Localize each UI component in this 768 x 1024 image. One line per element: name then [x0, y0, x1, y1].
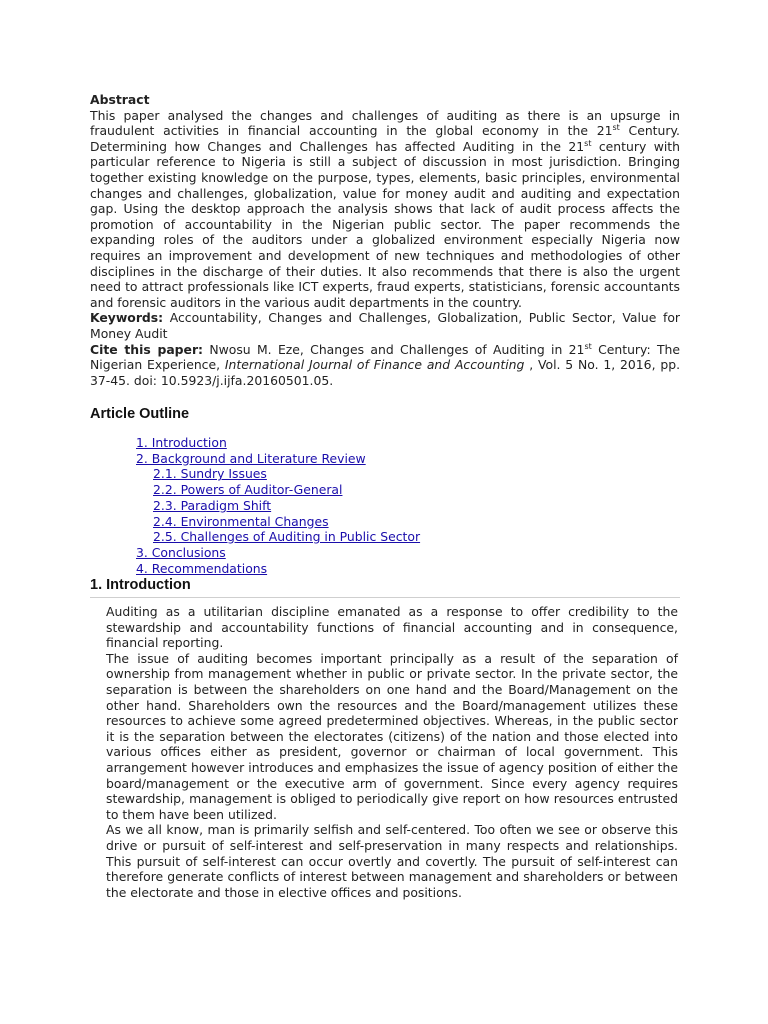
outline-link-recommendations[interactable]: 4. Recommendations	[136, 560, 268, 576]
introduction-heading: 1. Introduction	[90, 577, 680, 598]
superscript: st	[584, 138, 592, 148]
keywords-line	[90, 310, 680, 341]
outline-link-challenges-public-sector[interactable]: 2.5. Challenges of Auditing in Public Sector	[153, 529, 421, 545]
article-outline-heading: Article Outline	[90, 406, 190, 422]
outline-link-introduction[interactable]: 1. Introduction	[136, 435, 227, 450]
citation-text: Century: The Nigerian Experience,	[90, 341, 680, 373]
keywords-label: Keywords:	[90, 310, 164, 326]
outline-link-background[interactable]: 2. Background and Literature Review	[136, 450, 366, 466]
outline-link-powers-auditor-general[interactable]: 2.2. Powers of Auditor-General	[153, 482, 343, 498]
introduction-body	[106, 604, 678, 900]
citation-line	[90, 342, 680, 389]
introduction-paragraph: The issue of auditing becomes important principally as a result of the separation of ownership from management whether in public or private sector. In the private sector, the separation is between the shareholders on one hand and the Board/Management on the other hand. Shareholders own the resources and the Board/management utilizes these resources to achieve some agreed predetermined objectives. Whereas, in the public sector it is the separation between the electorates (citizens) of the nation and those elected into various offices either as president, governor or chairman of local government. This arrangement however introduces and emphasizes the issue of agency position of either the board/management or the executive arm of government. Since every agency requires stewardship, management is obliged to periodically give report on how resources entrusted to them have been utilized.	[106, 650, 678, 822]
keywords-text: Accountability, Changes and Challenges, Globalization, Public Sector, Value for Money Audit	[90, 310, 680, 341]
cite-label: Cite this paper:	[90, 341, 204, 357]
introduction-paragraph: As we all know, man is primarily selfish and self-centered. Too often we see or observe this drive or pursuit of self-interest and self-preservation in many respects and relationships. This pursuit of self-interest can occur overtly and covertly. The pursuit of self-interest can therefore generate conflicts of interest between management and shareholders or between the electorate and those in elective offices and positions.	[106, 822, 678, 900]
abstract-text-part: century with particular reference to Nigeria is still a subject of discussion in most jurisdiction. Bringing together existing knowledge on the purpose, types, elements, basic principles, environmental changes and challenges, globalization, value for money audit and auditing and expectation gap. Using the desktop approach the analysis shows that lack of audit process affects the promotion of accountability in the Nigerian public sector. The paper recommends the expanding roles of the auditors under a globalized environment especially Nigeria now requires an improvement and development of new techniques and methodologies of other disciplines in the discharge of their duties. It also recommends that there is also the urgent need to attract professionals like ICT experts, fraud experts, statisticians, forensic accountants and forensic auditors in the various audit departments in the country.	[90, 138, 680, 310]
citation-text: , Vol. 5 No. 1, 2016, pp. 37-45. doi: 10.5923/j.ijfa.20160501.05.	[90, 357, 681, 388]
introduction-paragraph: Auditing as a utilitarian discipline emanated as a response to offer credibility to the stewardship and accountability functions of financial accounting and in consequence, financial reporting.	[106, 604, 678, 651]
abstract-text-part: This paper analysed the changes and challenges of auditing as there is an upsurge in fraudulent activities in financial accounting in the global economy in the 21	[90, 107, 680, 139]
abstract-text-part: Century. Determining how Changes and Challenges has affected Auditing in the 21	[90, 123, 680, 154]
outline-link-paradigm-shift[interactable]: 2.3. Paradigm Shift	[153, 497, 272, 513]
superscript: st	[612, 123, 620, 133]
abstract-section	[90, 92, 680, 388]
citation-journal: International Journal of Finance and Accounting	[224, 357, 525, 373]
abstract-text	[90, 108, 680, 311]
abstract-heading: Abstract	[90, 92, 150, 107]
superscript: st	[584, 341, 592, 351]
outline-link-sundry-issues[interactable]: 2.1. Sundry Issues	[153, 466, 267, 482]
article-outline-list	[136, 435, 420, 576]
citation-text: Nwosu M. Eze, Changes and Challenges of Auditing in 21	[203, 341, 585, 357]
outline-link-conclusions[interactable]: 3. Conclusions	[136, 544, 226, 560]
outline-link-environmental-changes[interactable]: 2.4. Environmental Changes	[153, 513, 329, 529]
